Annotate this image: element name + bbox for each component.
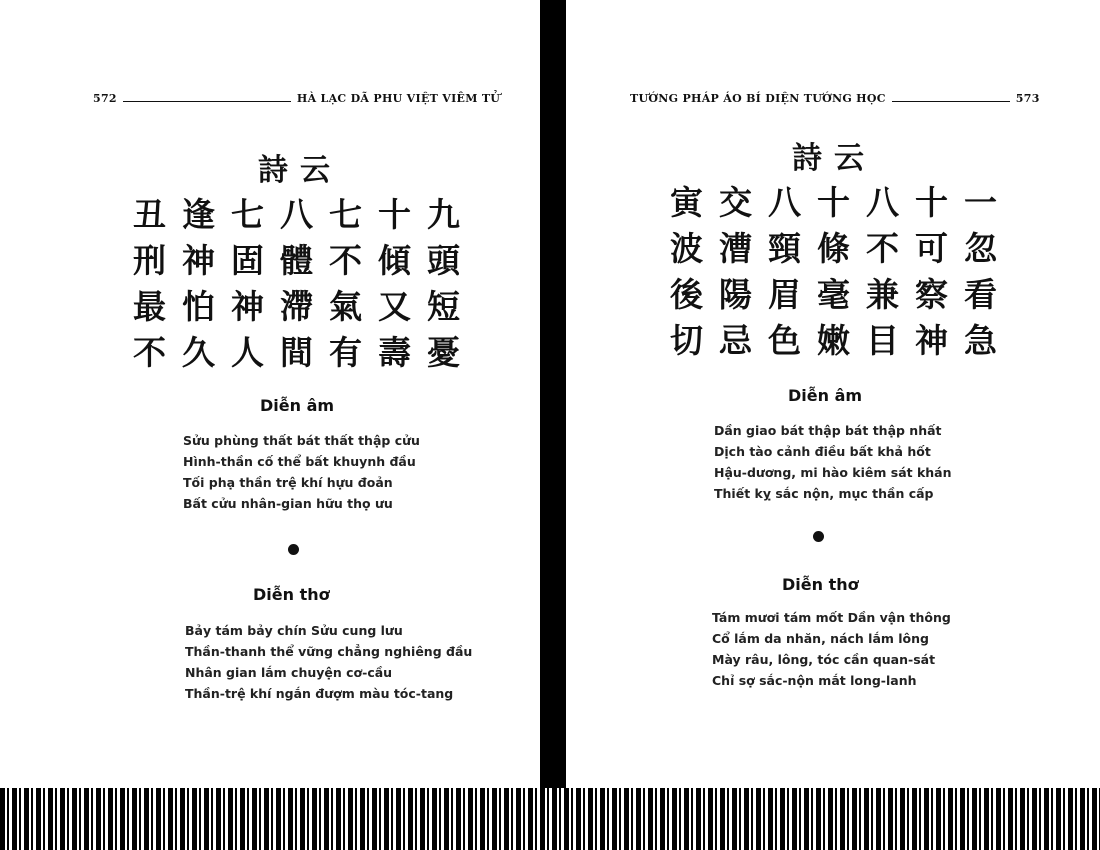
verse-line: Bảy tám bảy chín Sửu cung lưu [185,623,403,638]
verse-line: Hậu-dương, mi hào kiêm sát khán [714,465,952,480]
right-page-header [630,92,1040,105]
section-divider-bullet [813,531,824,542]
running-title: HÀ LẠC DÃ PHU VIỆT VIÊM TỬ [296,92,501,105]
verse-dien-tho [185,620,472,704]
verse-line: Dần giao bát thập bát thập nhất [714,423,942,438]
verse-line: Thần-thanh thể vững chẳng nghiêng đầu [185,644,473,659]
chinese-poem [133,192,476,376]
section-title-dien-am: Diễn âm [788,386,863,405]
right-page [566,0,1100,790]
page-number: 573 [1015,92,1040,105]
verse-line: Tám mươi tám mốt Dần vận thông [712,610,951,625]
verse-line: Tối phạ thần trệ khí hựu đoản [183,475,393,490]
verse-line: Sửu phùng thất bát thất thập cửu [183,433,420,448]
page-number: 572 [93,92,117,105]
verse-line: Chỉ sợ sắc-nộn mắt long-lanh [712,673,917,688]
poem-row: 寅交八十八十一 [670,183,1013,222]
chinese-poem [670,180,1013,364]
header-rule [892,100,1010,102]
verse-dien-am [183,430,420,514]
poem-row: 丑逢七八七十九 [133,195,476,234]
verse-dien-am [714,420,952,504]
section-title-dien-tho: Diễn thơ [782,575,859,594]
left-page [0,0,540,790]
verse-line: Nhân gian lắm chuyện cơ-cầu [185,665,393,680]
poem-row: 最怕神滯氣又短 [133,287,476,326]
poem-row: 波漕頸條不可忽 [670,229,1013,268]
verse-line: Mày râu, lông, tóc cần quan-sát [712,652,936,667]
verse-line: Bất cửu nhân-gian hữu thọ ưu [183,496,393,511]
poem-row: 後陽眉毫兼察看 [670,275,1013,314]
verse-line: Thần-trệ khí ngắn đượm màu tóc-tang [185,686,454,701]
poem-row: 刑神固體不傾頭 [133,241,476,280]
poem-row: 切忌色嫩目神急 [670,321,1013,360]
left-page-header [93,92,503,105]
running-title: TƯỚNG PHÁP ÁO BÍ DIỆN TƯỚNG HỌC [630,92,886,105]
section-title-dien-am: Diễn âm [260,396,335,415]
section-title-dien-tho: Diễn thơ [253,585,330,604]
verse-line: Hình-thần cố thể bất khuynh đầu [183,454,416,469]
verse-line: Cổ lắm da nhăn, nách lắm lông [712,631,929,646]
header-rule [123,100,291,102]
scan-edge-strip [0,788,1100,850]
verse-dien-tho [712,607,951,691]
book-gutter [540,0,566,850]
poem-title: 詩云 [792,141,876,176]
poem-row: 不久人間有壽憂 [133,333,476,372]
verse-line: Thiết kỵ sắc nộn, mục thần cấp [714,486,934,501]
section-divider-bullet [288,544,299,555]
poem-title: 詩云 [258,153,342,188]
verse-line: Dịch tào cảnh điều bất khả hốt [714,444,931,459]
